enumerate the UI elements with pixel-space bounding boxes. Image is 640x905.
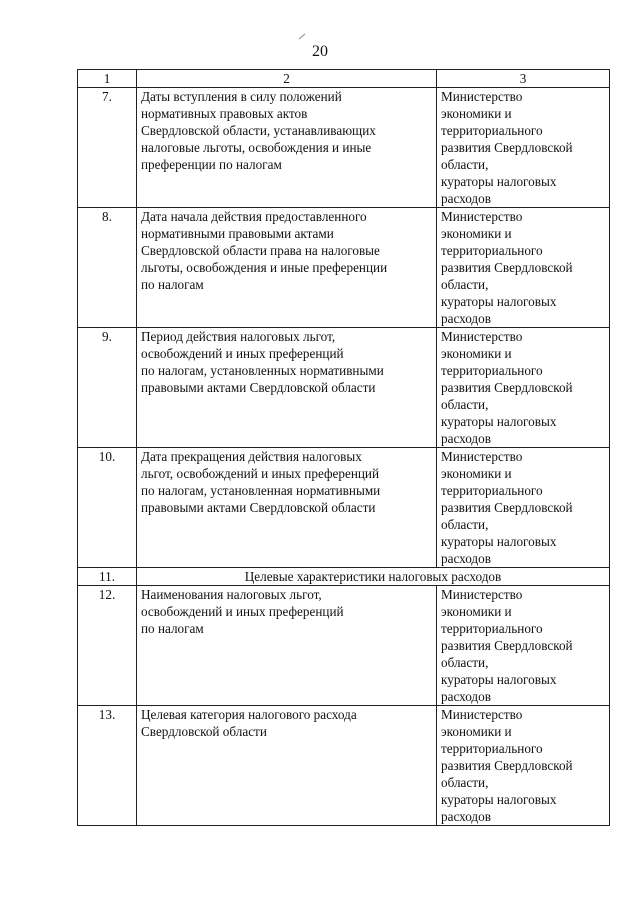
row-description: Дата прекращения действия налоговых льгот, освобождений и иных преференций по налогам, установленная нормативными правовыми актами Свердловской области [137, 448, 437, 568]
row-responsible: Министерство экономики и территориального развития Свердловской области, кураторы налоговых расходов [437, 586, 610, 706]
row-description: Даты вступления в силу положений нормативных правовых актов Свердловской области, устанавливающих налоговые льготы, освобождения и иные преференции по налогам [137, 88, 437, 208]
section-title: Целевые характеристики налоговых расходов [137, 568, 610, 586]
column-header: 3 [437, 70, 610, 88]
table-row [78, 706, 610, 826]
table-row [78, 328, 610, 448]
row-number: 10. [78, 448, 137, 568]
table-header-row [78, 70, 610, 88]
scan-mark [299, 34, 306, 40]
table-row [78, 88, 610, 208]
row-number: 12. [78, 586, 137, 706]
row-responsible: Министерство экономики и территориального развития Свердловской области, кураторы налоговых расходов [437, 328, 610, 448]
table-row [78, 448, 610, 568]
row-description: Наименования налоговых льгот, освобождений и иных преференций по налогам [137, 586, 437, 706]
row-number: 7. [78, 88, 137, 208]
row-description: Период действия налоговых льгот, освобождений и иных преференций по налогам, установленных нормативными правовыми актами Свердловской области [137, 328, 437, 448]
row-number: 13. [78, 706, 137, 826]
row-description: Дата начала действия предоставленного нормативными правовыми актами Свердловской области права на налоговые льготы, освобождения и иные преференции по налогам [137, 208, 437, 328]
row-responsible: Министерство экономики и территориального развития Свердловской области, кураторы налоговых расходов [437, 88, 610, 208]
row-description: Целевая категория налогового расхода Свердловской области [137, 706, 437, 826]
row-number: 11. [78, 568, 137, 586]
column-header: 2 [137, 70, 437, 88]
row-number: 8. [78, 208, 137, 328]
table-row [78, 208, 610, 328]
row-responsible: Министерство экономики и территориального развития Свердловской области, кураторы налоговых расходов [437, 448, 610, 568]
row-number: 9. [78, 328, 137, 448]
table-row [78, 586, 610, 706]
row-responsible: Министерство экономики и территориального развития Свердловской области, кураторы налоговых расходов [437, 208, 610, 328]
document-table [77, 69, 610, 826]
row-responsible: Министерство экономики и территориального развития Свердловской области, кураторы налоговых расходов [437, 706, 610, 826]
column-header: 1 [78, 70, 137, 88]
page-number: 20 [312, 43, 328, 60]
section-row [78, 568, 610, 586]
